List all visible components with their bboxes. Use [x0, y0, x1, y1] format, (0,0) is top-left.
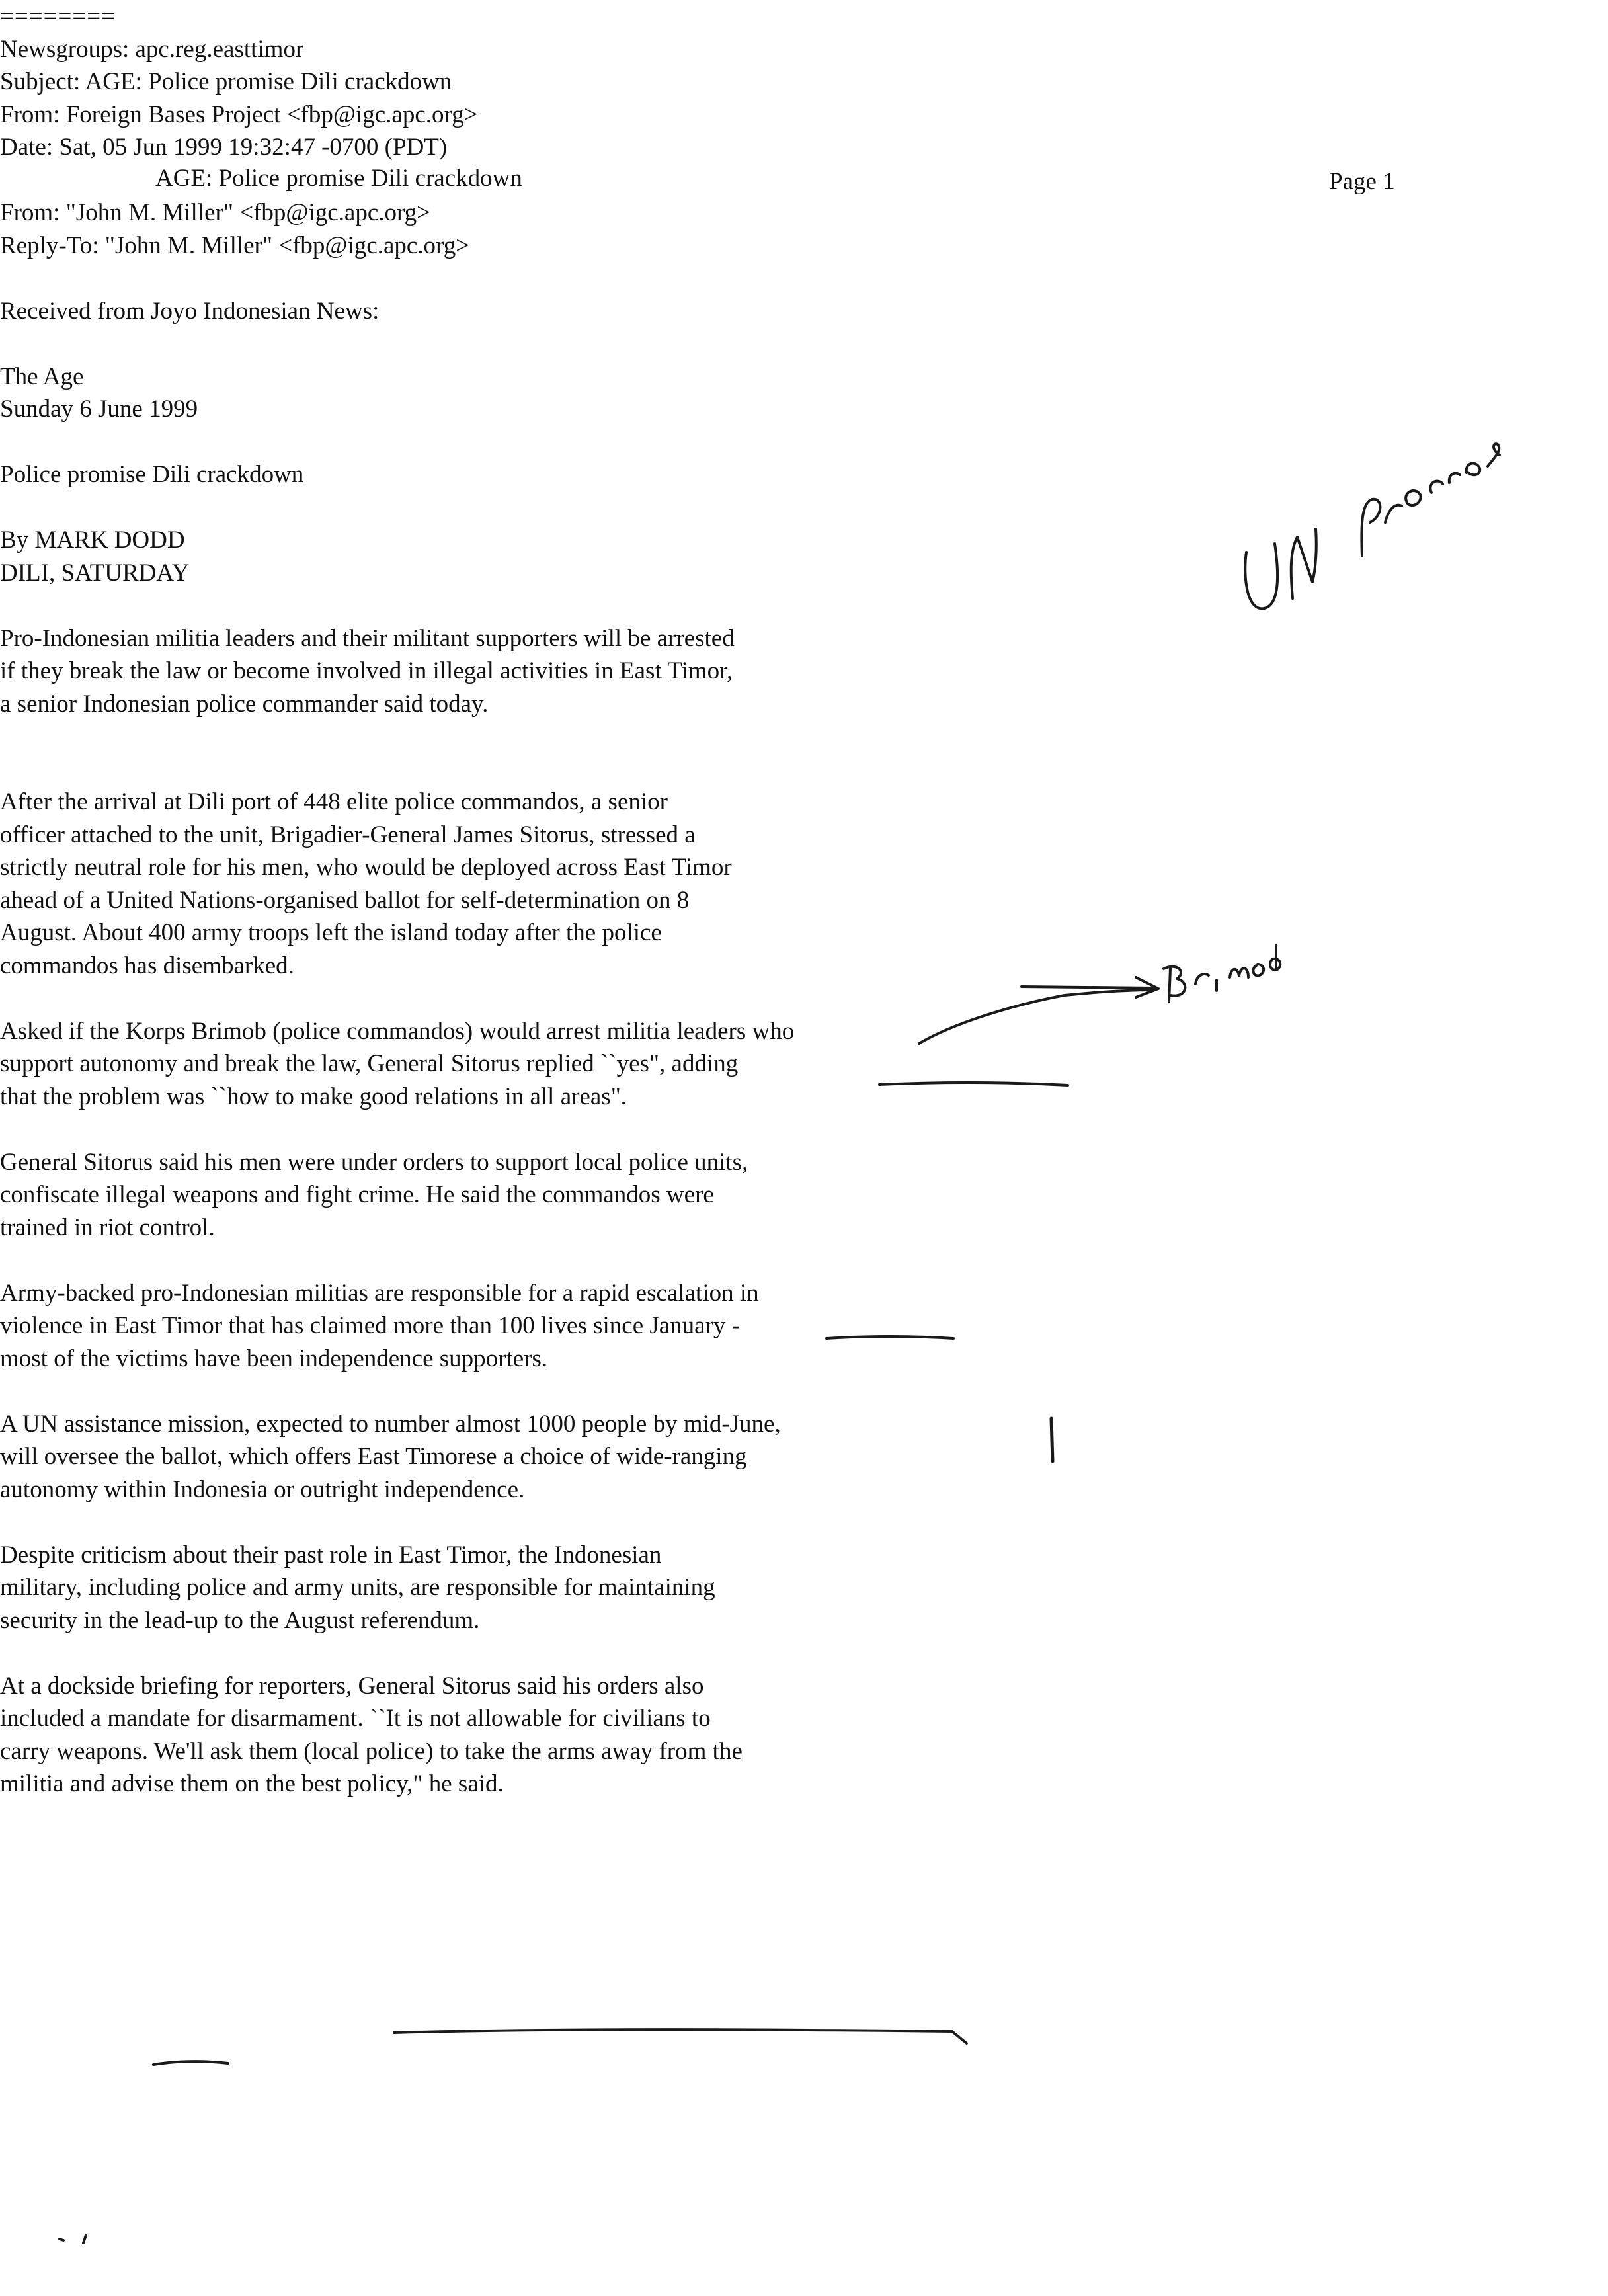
- paragraph-line: that the problem was ``how to make good relations in all areas".: [0, 1083, 627, 1110]
- paragraph-3: [0, 1015, 992, 1114]
- paragraph-line: carry weapons. We'll ask them (local police) to take the arms away from the: [0, 1737, 743, 1765]
- paragraph-line: After the arrival at Dili port of 448 elite police commandos, a senior: [0, 788, 668, 815]
- paragraph-6: [0, 1408, 992, 1506]
- received-line: Received from Joyo Indonesian News:: [0, 297, 380, 325]
- paragraph-line: General Sitorus said his men were under orders to support local police units,: [0, 1148, 748, 1176]
- paragraph-line: A UN assistance mission, expected to number almost 1000 people by mid-June,: [0, 1410, 781, 1438]
- paragraph-line: August. About 400 army troops left the island today after the police: [0, 919, 662, 946]
- email-headers: [0, 33, 992, 164]
- publication-name: The Age: [0, 362, 84, 390]
- paragraph-line: Despite criticism about their past role in East Timor, the Indonesian: [0, 1541, 662, 1569]
- paragraph-line: will oversee the ballot, which offers East Timorese a choice of wide-ranging: [0, 1443, 747, 1470]
- paragraph-7: [0, 1539, 992, 1637]
- newsgroups-line: Newsgroups: apc.reg.easttimor: [0, 35, 304, 63]
- page-number: Page 1: [1329, 168, 1395, 195]
- paragraph-line: most of the victims have been independence supporters.: [0, 1344, 548, 1372]
- article-byline-block: [0, 524, 992, 589]
- paragraph-line: violence in East Timor that has claimed more than 100 lives since January -: [0, 1312, 740, 1339]
- paragraph-line: support autonomy and break the law, General Sitorus replied ``yes", adding: [0, 1050, 739, 1077]
- paragraph-line: a senior Indonesian police commander said today.: [0, 690, 489, 718]
- paragraph-line: Army-backed pro-Indonesian militias are responsible for a rapid escalation in: [0, 1279, 759, 1307]
- handwritten-note-un-process: [1245, 444, 1500, 608]
- paragraph-line: strictly neutral role for his men, who would be deployed across East Timor: [0, 854, 732, 881]
- document-body: [0, 0, 992, 1801]
- byline: By MARK DODD: [0, 526, 185, 554]
- underline-ask-them: [394, 2030, 967, 2043]
- paragraph-1: [0, 622, 992, 721]
- publication-info: [0, 360, 992, 426]
- paragraph-line: included a mandate for disarmament. ``It is not allowable for civilians to: [0, 1705, 711, 1732]
- paragraph-line: militia and advise them on the best policy," he said.: [0, 1770, 504, 1797]
- from-line-2: From: "John M. Miller" <fbp@igc.apc.org>: [0, 199, 431, 226]
- from-line: From: Foreign Bases Project <fbp@igc.apc.org>: [0, 101, 478, 128]
- margin-vertical-mark: [1051, 1418, 1053, 1461]
- paragraph-line: officer attached to the unit, Brigadier-General James Sitorus, stressed a: [0, 821, 696, 848]
- email-sender: [0, 196, 992, 262]
- paragraph-line: autonomy within Indonesia or outright independence.: [0, 1475, 525, 1503]
- corner-mark: [60, 2235, 86, 2243]
- article-headline: Police promise Dili crackdown: [0, 461, 304, 488]
- dateline: DILI, SATURDAY: [0, 559, 190, 587]
- paragraph-line: Pro-Indonesian militia leaders and their militant supporters will be arrested: [0, 624, 735, 652]
- email-separator: ========: [0, 3, 116, 30]
- publication-date: Sunday 6 June 1999: [0, 395, 198, 423]
- paragraph-line: trained in riot control.: [0, 1213, 215, 1241]
- reply-to-line: Reply-To: "John M. Miller" <fbp@igc.apc.org>: [0, 231, 470, 259]
- paragraph-line: ahead of a United Nations-organised ballot for self-determination on 8: [0, 886, 690, 914]
- paragraph-5: [0, 1277, 992, 1375]
- document-title: AGE: Police promise Dili crackdown: [155, 165, 522, 192]
- underline-militia: [153, 2061, 228, 2065]
- paragraph-4: [0, 1146, 992, 1245]
- paragraph-line: military, including police and army units, are responsible for maintaining: [0, 1574, 715, 1601]
- paragraph-2: [0, 786, 992, 982]
- paragraph-line: confiscate illegal weapons and fight crime. He said the commandos were: [0, 1181, 714, 1208]
- paragraph-line: At a dockside briefing for reporters, General Sitorus said his orders also: [0, 1672, 704, 1700]
- paragraph-line: if they break the law or become involved in illegal activities in East Timor,: [0, 657, 733, 684]
- date-line: Date: Sat, 05 Jun 1999 19:32:47 -0700 (PDT): [0, 134, 448, 161]
- paragraph-8: [0, 1670, 992, 1801]
- subject-line: Subject: AGE: Police promise Dili crackdown: [0, 68, 452, 95]
- paragraph-line: commandos has disembarked.: [0, 952, 294, 979]
- paragraph-line: Asked if the Korps Brimob (police commandos) would arrest militia leaders who: [0, 1017, 795, 1045]
- paragraph-line: security in the lead-up to the August referendum.: [0, 1606, 480, 1634]
